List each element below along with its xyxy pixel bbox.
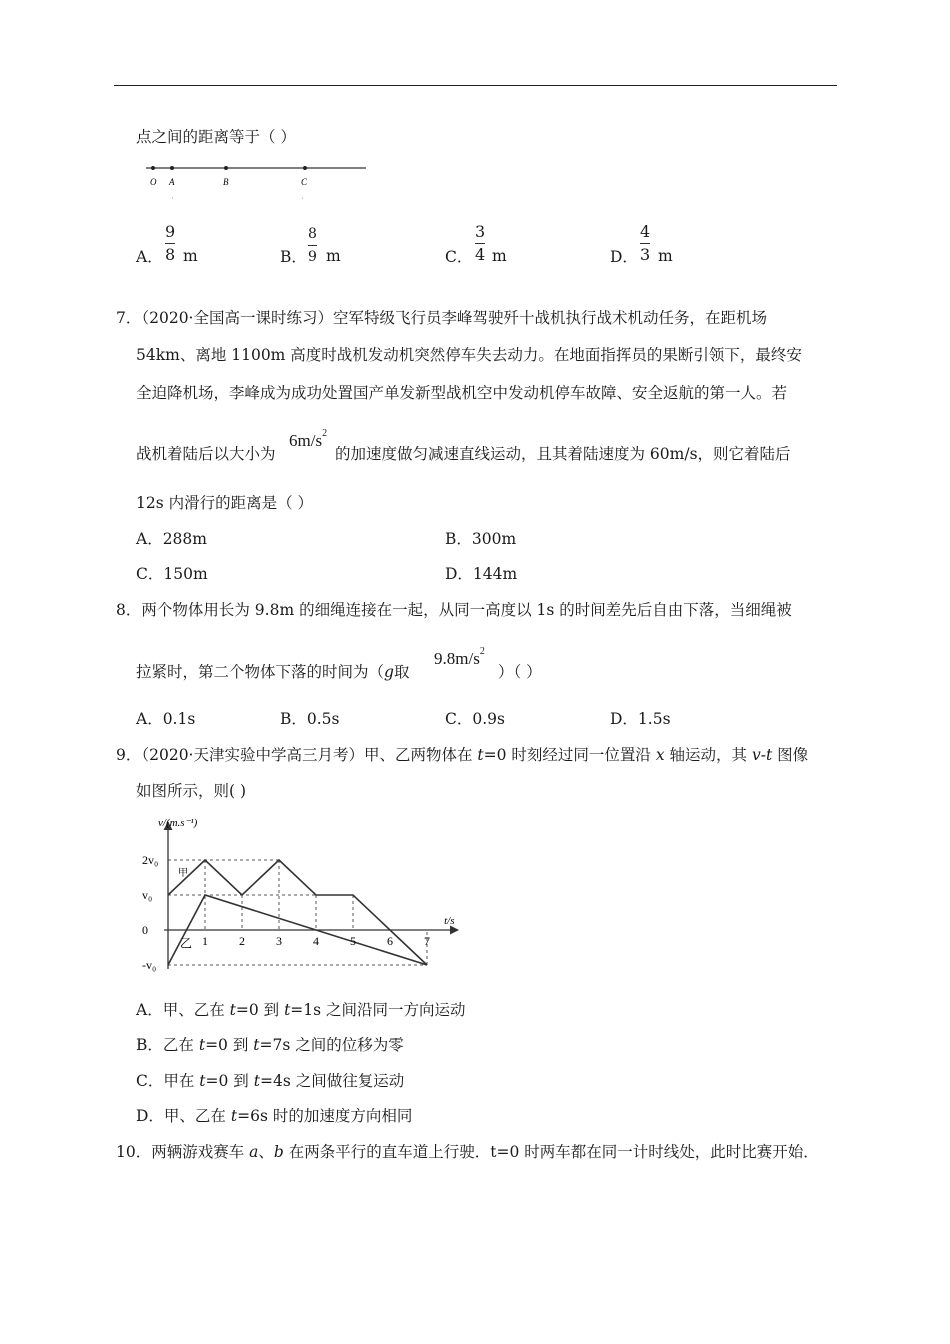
y-tick-label: 0 — [142, 923, 148, 937]
denominator: 8 — [165, 245, 176, 264]
q7-line2: 54km、离地 1100m 高度时战机发动机突然停车失去动力。在地面指挥员的果断引领下，最终安 — [136, 346, 802, 364]
q8-option-a: A．0.1s — [136, 710, 196, 728]
series-label-jia: 甲 — [178, 867, 188, 879]
q9-option-c: C．甲在 t=0 到 t=4s 之间做往复运动 — [136, 1072, 405, 1090]
q9-vt-graph — [140, 812, 470, 978]
g-exponent: 2 — [479, 646, 485, 658]
g-symbol: g — [384, 663, 394, 681]
x-tick-label: 7 — [424, 934, 430, 948]
q6-option-d-unit: m — [658, 247, 673, 265]
x-tick-label: 2 — [239, 934, 245, 948]
numerator: 8 — [308, 226, 317, 242]
q8-line1: 8．两个物体用长为 9.8m 的细绳连接在一起，从同一高度以 1s 的时间差先后自由下落，当细绳被 — [116, 601, 792, 619]
q8-option-c: C．0.9s — [445, 710, 505, 728]
ruler-label-c: C — [301, 177, 308, 187]
q6-option-b-fraction — [308, 224, 317, 267]
x-tick-label: 1 — [202, 934, 208, 948]
accel-exponent: 2 — [322, 428, 328, 440]
q6-option-d-letter: D． — [610, 248, 638, 266]
q6-ruler-figure — [140, 160, 372, 202]
q6-option-a-unit: m — [183, 247, 198, 265]
y-tick-label: -v₀ — [142, 958, 157, 972]
y-tick-label: 2v₀ — [142, 853, 159, 867]
q8-line2-post: ）（ ） — [498, 663, 542, 681]
denominator: 4 — [475, 245, 486, 264]
point-c — [303, 166, 307, 170]
q7-line4-pre: 战机着陆后以大小为 — [136, 445, 276, 463]
ruler-label-b: B — [223, 177, 229, 187]
q9-line1: 9．（2020·天津实验中学高三月考）甲、乙两物体在 t=0 时刻经过同一位置沿 x 轴运动，其 v-t 图像 — [116, 746, 809, 764]
guide-lines — [168, 860, 427, 965]
denominator: 9 — [308, 249, 317, 265]
x-tick-label: 3 — [276, 934, 282, 948]
q6-option-a-fraction — [165, 222, 175, 265]
x-tick-label: 4 — [313, 934, 319, 948]
q7-option-d: D．144m — [445, 565, 518, 583]
q7-option-a: A．288m — [136, 530, 207, 548]
ruler-label-o: O — [150, 177, 157, 187]
q9-option-d: D．甲、乙在 t=6s 时的加速度方向相同 — [136, 1107, 413, 1125]
header-rule — [114, 85, 837, 86]
q9-line2: 如图所示，则( ) — [136, 782, 247, 800]
y-axis-label: v/(m.s⁻¹) — [158, 817, 198, 829]
q7-option-b: B．300m — [445, 530, 517, 548]
point-a — [170, 166, 174, 170]
denominator: 3 — [640, 245, 651, 264]
g-number: 9.8m/s — [434, 649, 480, 668]
x-tick-label: 5 — [350, 934, 356, 948]
q6-option-c-letter: C． — [445, 248, 473, 266]
q8-option-d: D．1.5s — [610, 710, 671, 728]
q6-option-c-unit: m — [492, 247, 507, 265]
q8-option-b: B．0.5s — [280, 710, 340, 728]
q6-option-a-letter: A． — [136, 248, 163, 266]
y-tick-label: v₀ — [142, 888, 153, 902]
numerator: 4 — [640, 222, 651, 241]
numerator: 3 — [475, 222, 486, 241]
q10-line1: 10．两辆游戏赛车 a、b 在两条平行的直车道上行驶．t=0 时两车都在同一计时线处，此时比赛开始． — [116, 1143, 819, 1161]
x-tick-label: 6 — [387, 934, 393, 948]
q9-option-a: A．甲、乙在 t=0 到 t=1s 之间沿同一方向运动 — [136, 1001, 466, 1019]
q8-g-value — [434, 646, 485, 669]
q7-option-c: C．150m — [136, 565, 208, 583]
point-b — [224, 166, 228, 170]
q8-line2-pre: 拉紧时，第二个物体下落的时间为（ — [136, 663, 385, 681]
numerator: 9 — [165, 222, 176, 241]
point-o — [151, 166, 155, 170]
q7-line1: 7．（2020·全国高一课时练习）空军特级飞行员李峰驾驶歼十战机执行战术机动任务，在距机场 — [116, 309, 767, 327]
q6-option-b-letter: B． — [280, 248, 307, 266]
q7-line4-post: 的加速度做匀减速直线运动，且其着陆速度为 60m/s，则它着陆后 — [335, 445, 791, 463]
q7-acceleration — [289, 428, 328, 451]
q6-option-b-unit: m — [326, 247, 341, 265]
q9-option-b: B．乙在 t=0 到 t=7s 之间的位移为零 — [136, 1036, 404, 1054]
q6-stem-tail: 点之间的距离等于（ ） — [136, 128, 296, 146]
series-line-jia — [168, 860, 427, 965]
q7-line3: 全迫降机场，李峰成为成功处置国产单发新型战机空中发动机停车故障、安全返航的第一人。若 — [136, 384, 788, 402]
q6-option-d-fraction — [640, 222, 650, 265]
ruler-label-a: A — [169, 177, 175, 187]
x-axis-label: t/s — [444, 915, 455, 927]
q8-line2 — [136, 662, 409, 682]
accel-value: 6m/s — [289, 431, 323, 450]
q6-option-c-fraction — [475, 222, 485, 265]
q7-line5: 12s 内滑行的距离是（ ） — [136, 494, 314, 512]
series-label-yi: 乙 — [180, 936, 193, 951]
q8-take: 取 — [393, 663, 410, 681]
